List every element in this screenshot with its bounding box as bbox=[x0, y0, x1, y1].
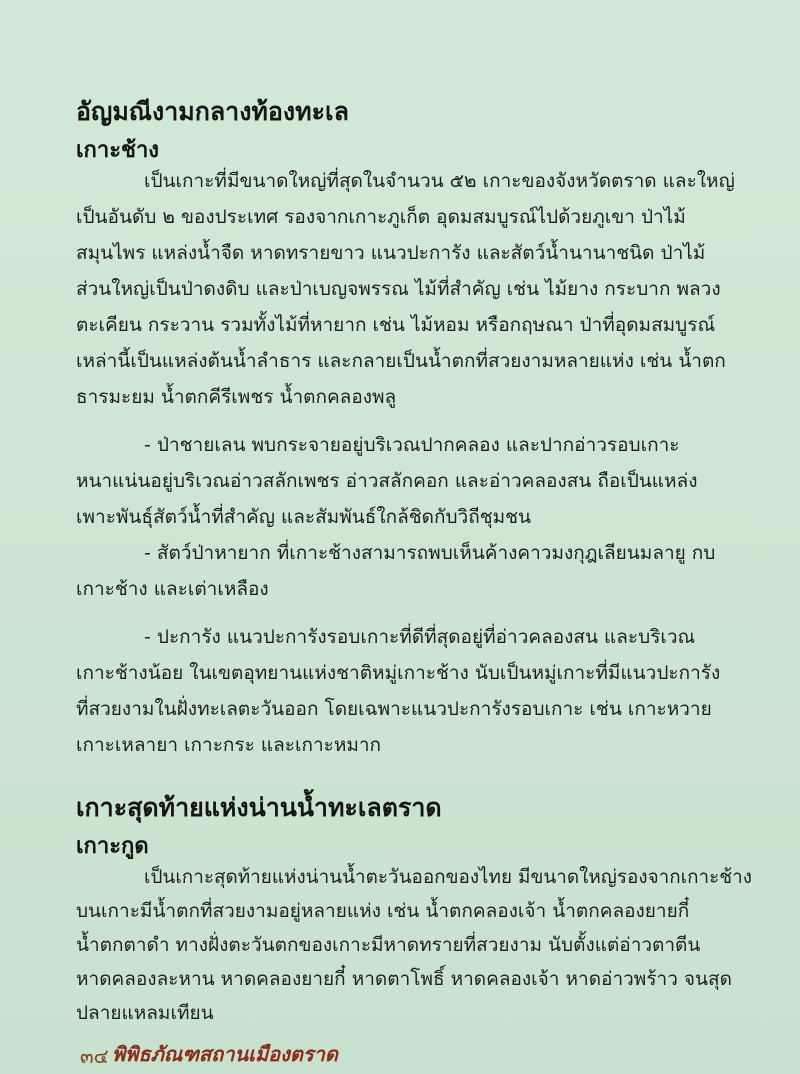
paragraph-line: ที่สวยงามในฝั่งทะเลตะวันออก โดยเฉพาะแนวปะการังรอบเกาะ เช่น เกาะหวาย bbox=[76, 698, 712, 720]
paragraph-line: เกาะช้างน้อย ในเขตอุทยานแห่งชาติหมู่เกาะช้าง นับเป็นหมู่เกาะที่มีแนวปะการัง bbox=[76, 662, 721, 684]
section-title-1: อัญมณีงามกลางท้องทะเล bbox=[76, 97, 349, 126]
paragraph-line: เพาะพันธุ์สัตว์น้ำที่สำคัญ และสัมพันธ์ใกล้ชิดกับวิถีชุมชน bbox=[76, 506, 532, 528]
paragraph-line: เป็นเกาะที่มีขนาดใหญ่ที่สุดในจำนวน ๕๒ เกาะของจังหวัดตราด และใหญ่ bbox=[144, 170, 735, 192]
paragraph-line: สมุนไพร แหล่งน้ำจืด หาดทรายขาว แนวปะการัง และสัตว์น้ำนานาชนิด ป่าไม้ bbox=[76, 242, 706, 264]
bullet-line: - ป่าชายเลน พบกระจายอยู่บริเวณปากคลอง และปากอ่าวรอบเกาะ bbox=[144, 434, 680, 456]
section-title-2: เกาะสุดท้ายแห่งน่านน้ำทะเลตราด bbox=[76, 793, 442, 822]
paragraph-line: น้ำตกตาดำ ทางฝั่งตะวันตกของเกาะมีหาดทรายที่สวยงาม นับตั้งแต่อ่าวตาตีน bbox=[76, 934, 701, 956]
paragraph-line: เหล่านี้เป็นแหล่งต้นน้ำลำธาร และกลายเป็นน้ำตกที่สวยงามหลายแห่ง เช่น น้ำตก bbox=[76, 350, 726, 372]
paragraph-line: หาดคลองละหาน หาดคลองยายกี๋ หาดตาโพธิ์ หาดคลองเจ้า หาดอ่าวพร้าว จนสุด bbox=[76, 968, 732, 990]
paragraph-line: บนเกาะมีน้ำตกที่สวยงามอยู่หลายแห่ง เช่น น้ำตกคลองเจ้า น้ำตกคลองยายกี๋ bbox=[76, 900, 690, 922]
bullet-line: - ปะการัง แนวปะการังรอบเกาะที่ดีที่สุดอยู่ที่อ่าวคลองสน และบริเวณ bbox=[144, 626, 696, 648]
paragraph-line: ตะเคียน กระวาน รวมทั้งไม้ที่หายาก เช่น ไม้หอม หรือกฤษณา ป่าที่อุดมสมบูรณ์ bbox=[76, 314, 716, 336]
paragraph-line: เป็นอันดับ ๒ ของประเทศ รองจากเกาะภูเก็ต อุดมสมบูรณ์ไปด้วยภูเขา ป่าไม้ bbox=[76, 206, 686, 228]
section-subtitle-1: เกาะช้าง bbox=[76, 138, 160, 163]
section-subtitle-2: เกาะกูด bbox=[76, 834, 149, 859]
paragraph-line: เป็นเกาะสุดท้ายแห่งน่านน้ำตะวันออกของไทย มีขนาดใหญ่รองจากเกาะช้าง bbox=[144, 866, 752, 888]
paragraph-line: ปลายแหลมเทียน bbox=[76, 1002, 214, 1024]
paragraph-line: เกาะช้าง และเต่าเหลือง bbox=[76, 578, 269, 600]
bullet-line: - สัตว์ป่าหายาก ที่เกาะช้างสามารถพบเห็นค้างคาวมงกุฎเลียนมลายู กบ bbox=[144, 542, 716, 564]
paragraph-line: หนาแน่นอยู่บริเวณอ่าวสลักเพชร อ่าวสลักคอก และอ่าวคลองสน ถือเป็นแหล่ง bbox=[76, 470, 698, 492]
paragraph-line: ส่วนใหญ่เป็นป่าดงดิบ และป่าเบญจพรรณ ไม้ที่สำคัญ เช่น ไม้ยาง กระบาก พลวง bbox=[76, 278, 721, 300]
book-title: พิพิธภัณฑสถานเมืองตราด bbox=[112, 1042, 338, 1066]
paragraph-line: เกาะเหลายา เกาะกระ และเกาะหมาก bbox=[76, 734, 382, 756]
page-number: ๓๔ bbox=[80, 1044, 109, 1068]
paragraph-line: ธารมะยม น้ำตกคีรีเพชร น้ำตกคลองพลู bbox=[76, 386, 397, 408]
